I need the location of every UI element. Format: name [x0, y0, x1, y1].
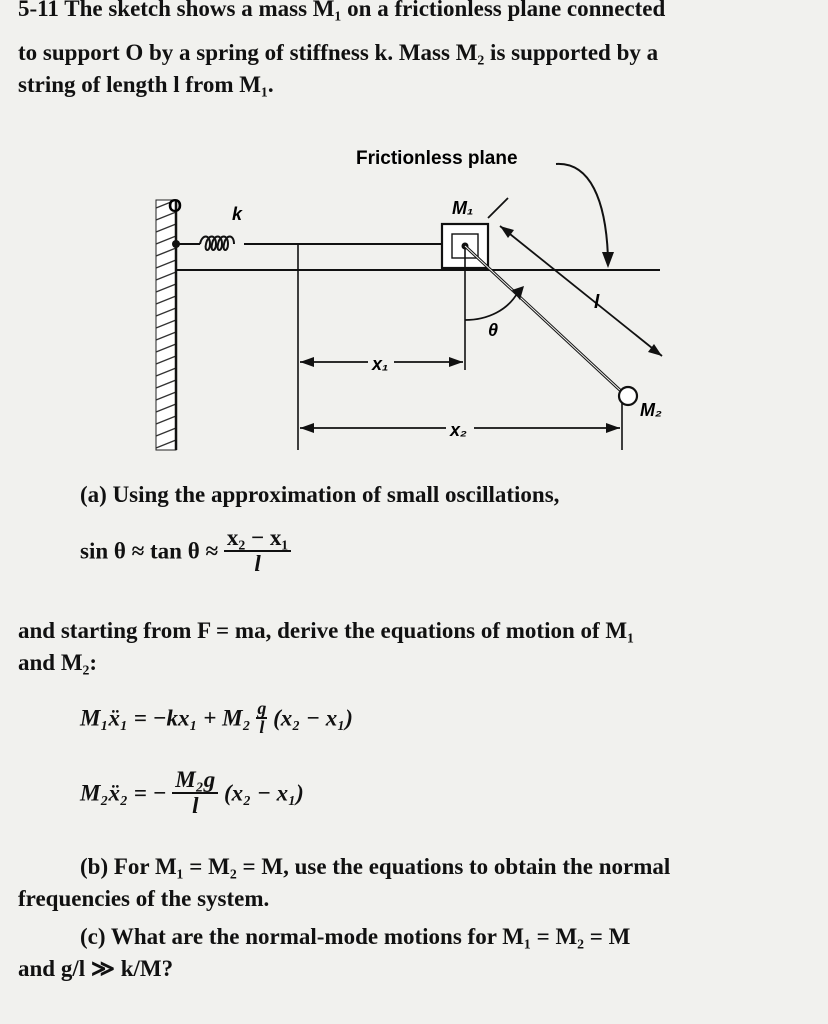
length-dimension-line [500, 226, 662, 356]
derive-line-1: and starting from F = ma, derive the equations of motion of M₁ [18, 618, 635, 643]
part-c-line-2: and g/l ≫ k/M? [18, 956, 174, 981]
x1-arrow-right [449, 357, 463, 367]
problem-header-line-2: to support O by a spring of stiffness k. Mass M₂ is supported by a [18, 40, 659, 65]
mass-2-label: M₂ [640, 400, 662, 420]
eq2-numerator: M₂g [172, 768, 218, 794]
problem-number: 5-11 [18, 0, 59, 21]
small-angle-approximation [80, 526, 291, 586]
plane-pointer-arrowhead [602, 252, 614, 268]
approx-numerator: x₂ − x₁ [224, 526, 291, 552]
angle-label: θ [488, 320, 499, 340]
eq1-right: (x₂ − x₁) [273, 705, 353, 731]
derive-line-2: and M₂: [18, 650, 98, 675]
support-label: O [168, 196, 183, 216]
x2-label: x₂ [450, 420, 467, 440]
wall-support [156, 200, 176, 450]
pendulum-string-inner [465, 246, 622, 392]
mass-1-pointer [488, 198, 508, 218]
spring-pendulum-diagram [0, 140, 828, 470]
angle-arc [465, 292, 518, 320]
problem-header-line-3: string of length l from M₁. [18, 72, 274, 97]
eq2-right: (x₂ − x₁) [224, 780, 304, 806]
plane-pointer-arrow [556, 164, 608, 258]
equation-of-motion-2 [80, 768, 304, 824]
approx-denominator: l [254, 551, 261, 576]
problem-line-1: The sketch shows a mass M₁ on a frictionless plane connected [64, 0, 666, 21]
equation-of-motion-1 [80, 700, 353, 740]
approx-fraction [224, 526, 291, 576]
mass-1-label: M₁ [452, 198, 474, 218]
problem-header-line-1 [18, 0, 665, 23]
x1-label: x₁ [372, 354, 389, 374]
eq1-left: M₁ẍ₁ = −kx₁ + M₂ [80, 705, 251, 731]
eq1-numerator: g [257, 698, 267, 718]
x2-arrow-left [300, 423, 314, 433]
spring [176, 237, 444, 251]
x1-arrow-left [300, 357, 314, 367]
eq2-denominator: l [192, 793, 199, 818]
part-a-intro: (a) Using the approximation of small oscillations, [80, 482, 560, 507]
eq2-fraction [172, 768, 218, 818]
part-b-line-2: frequencies of the system. [18, 886, 270, 911]
plane-label: Frictionless plane [356, 148, 518, 169]
eq1-fraction [256, 700, 267, 736]
approx-left: sin θ ≈ tan θ ≈ [80, 538, 219, 564]
eq2-left: M₂ẍ₂ = − [80, 780, 167, 806]
part-c-line-1: (c) What are the normal-mode motions for M₁ = M₂ = M [80, 924, 631, 949]
eq1-denominator: l [259, 717, 265, 737]
spring-label: k [232, 204, 243, 224]
x2-arrow-right [606, 423, 620, 433]
string-length-label: l [594, 292, 600, 313]
part-b-line-1: (b) For M₁ = M₂ = M, use the equations to obtain the normal [80, 854, 671, 879]
